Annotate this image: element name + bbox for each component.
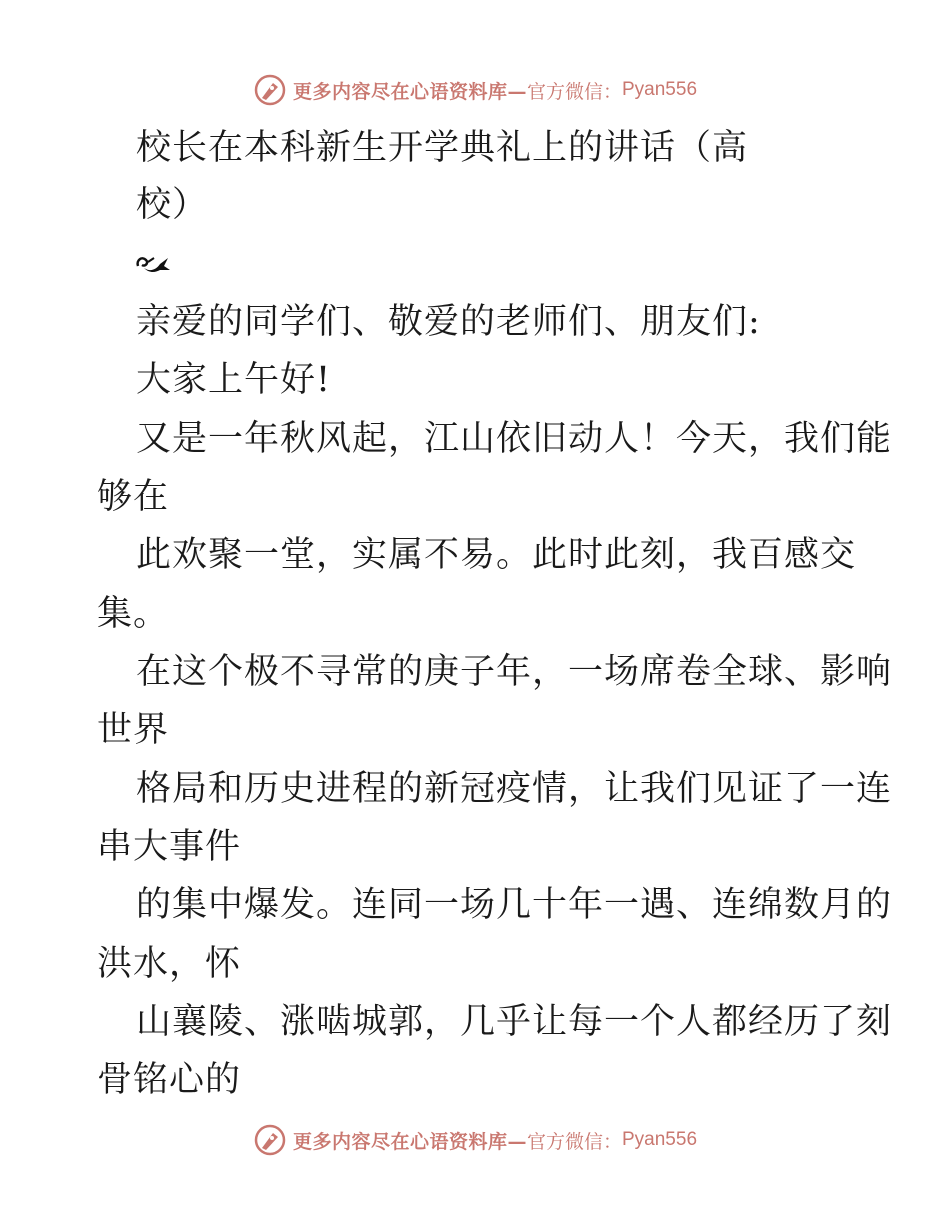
document-title-line-2: 校） — [136, 185, 209, 225]
body-line-greeting: 大家上午好! — [136, 360, 332, 400]
body-line-salutation: 亲爱的同学们、敬爱的老师们、朋友们: — [136, 302, 761, 342]
banner-text: 更多内容尽在心语资料库— — [292, 80, 527, 103]
body-line: 洪水，怀 — [97, 944, 242, 984]
body-line: 的集中爆发。连同一场几十年一遇、连绵数月的 — [136, 885, 893, 925]
body-line: 山襄陵、涨啮城郭，几乎让每一个人都经历了刻 — [136, 1002, 893, 1042]
banner-wechat-label: 官方微信： — [526, 80, 622, 103]
header-banner — [0, 70, 950, 110]
body-line: 串大事件 — [97, 827, 242, 867]
body-line: 此欢聚一堂，实属不易。此时此刻，我百感交 — [136, 535, 857, 575]
body-line: 集。 — [97, 594, 170, 634]
fleuron-ornament-icon — [134, 252, 172, 276]
body-line: 又是一年秋风起，江山依旧动人！今天，我们能 — [136, 419, 893, 459]
body-line: 在这个极不寻常的庚子年，一场席卷全球、影响 — [136, 652, 893, 692]
banner-wechat-label: 官方微信： — [526, 1130, 622, 1153]
body-line: 世界 — [97, 710, 170, 750]
body-line: 骨铭心的 — [97, 1060, 242, 1100]
body-line: 够在 — [97, 477, 170, 517]
pen-nib-logo-icon — [253, 73, 287, 107]
banner-wechat-id: Pyan556 — [622, 79, 698, 100]
document-title-line-1: 校长在本科新生开学典礼上的讲话（高 — [136, 128, 749, 168]
body-line: 格局和历史进程的新冠疫情，让我们见证了一连 — [136, 769, 893, 809]
pen-nib-logo-icon — [253, 1123, 287, 1157]
footer-banner — [0, 1120, 950, 1160]
banner-wechat-id: Pyan556 — [622, 1129, 698, 1150]
banner-text: 更多内容尽在心语资料库— — [292, 1130, 527, 1153]
